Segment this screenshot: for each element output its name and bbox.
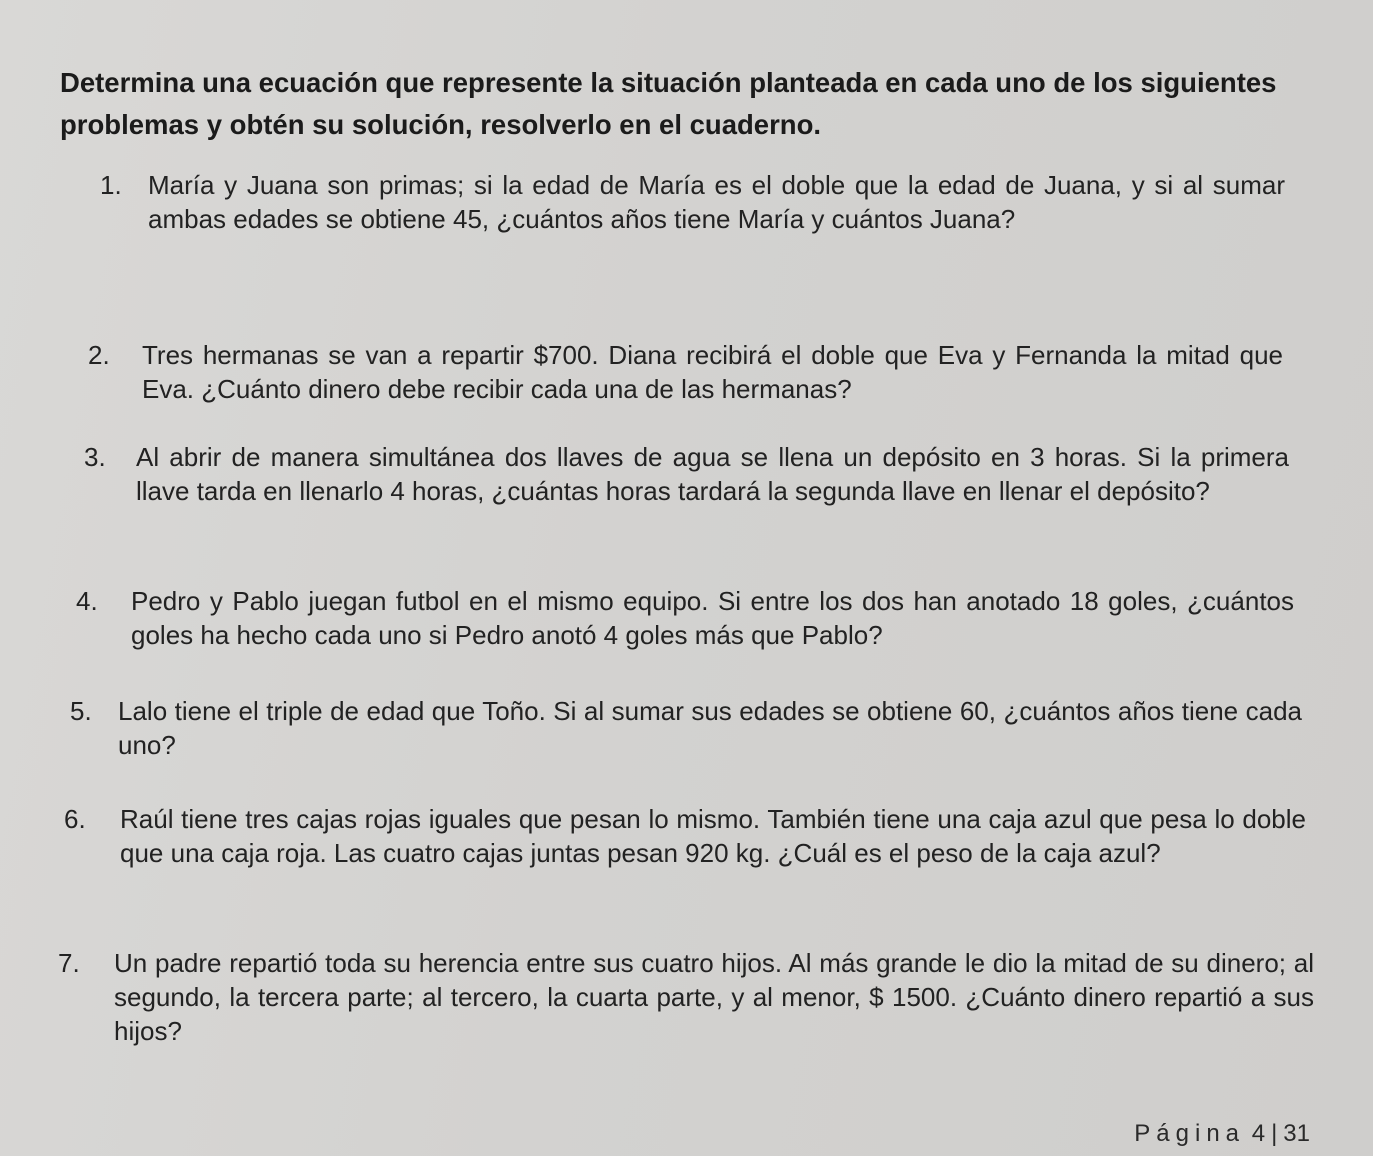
page-number: 4	[1251, 1120, 1266, 1147]
problem-text: Lalo tiene el triple de edad que Toño. Si al sumar sus edades se obtiene 60, ¿cuántos años tiene cada uno?	[118, 696, 1302, 760]
problem-text: Tres hermanas se van a repartir $700. Diana recibirá el doble que Eva y Fernanda la mitad que Eva. ¿Cuánto dinero debe recibir cada una de las hermanas?	[142, 340, 1283, 404]
problem-number: 1.	[100, 170, 122, 200]
problem-text: Raúl tiene tres cajas rojas iguales que pesan lo mismo. También tiene una caja azul que pesa lo doble que una caja roja. Las cuatro cajas juntas pesan 920 kg. ¿Cuál es el peso de la caja azul?	[120, 804, 1306, 868]
page-footer	[1000, 1120, 1310, 1148]
problem-text: María y Juana son primas; si la edad de María es el doble que la edad de Juana, y si al sumar ambas edades se obtiene 45, ¿cuántos años tiene María y cuántos Juana?	[148, 170, 1285, 234]
problem-item	[64, 802, 1306, 870]
problem-item	[100, 168, 1285, 236]
page-label: Página	[1134, 1120, 1246, 1147]
problem-item	[88, 338, 1283, 406]
problem-item	[76, 584, 1294, 652]
page-separator: |	[1271, 1120, 1278, 1147]
problem-item	[58, 946, 1314, 1048]
problem-text: Al abrir de manera simultánea dos llaves de agua se llena un depósito en 3 horas. Si la primera llave tarda en llenarlo 4 horas, ¿cuántas horas tardará la segunda llave en llenar el depósito?	[136, 442, 1289, 506]
problem-number: 7.	[58, 948, 80, 978]
problem-number: 3.	[84, 442, 106, 472]
problem-item	[84, 440, 1289, 508]
problem-text: Un padre repartió toda su herencia entre sus cuatro hijos. Al más grande le dio la mitad de su dinero; al segundo, la tercera parte; al tercero, la cuarta parte, y al menor, $ 1500. ¿Cuánto dinero repartió a sus hijos?	[114, 948, 1314, 1046]
instructions-heading: Determina una ecuación que represente la situación planteada en cada uno de los siguientes problemas y obtén su solución, resolverlo en el cuaderno.	[60, 67, 1277, 140]
problem-text: Pedro y Pablo juegan futbol en el mismo equipo. Si entre los dos han anotado 18 goles, ¿cuántos goles ha hecho cada uno si Pedro anotó 4 goles más que Pablo?	[131, 586, 1294, 650]
problem-number: 4.	[76, 586, 98, 616]
problem-number: 2.	[88, 340, 110, 370]
page-total: 31	[1283, 1120, 1310, 1147]
problem-item	[70, 694, 1302, 762]
problem-number: 6.	[64, 804, 86, 834]
problem-number: 5.	[70, 696, 92, 726]
